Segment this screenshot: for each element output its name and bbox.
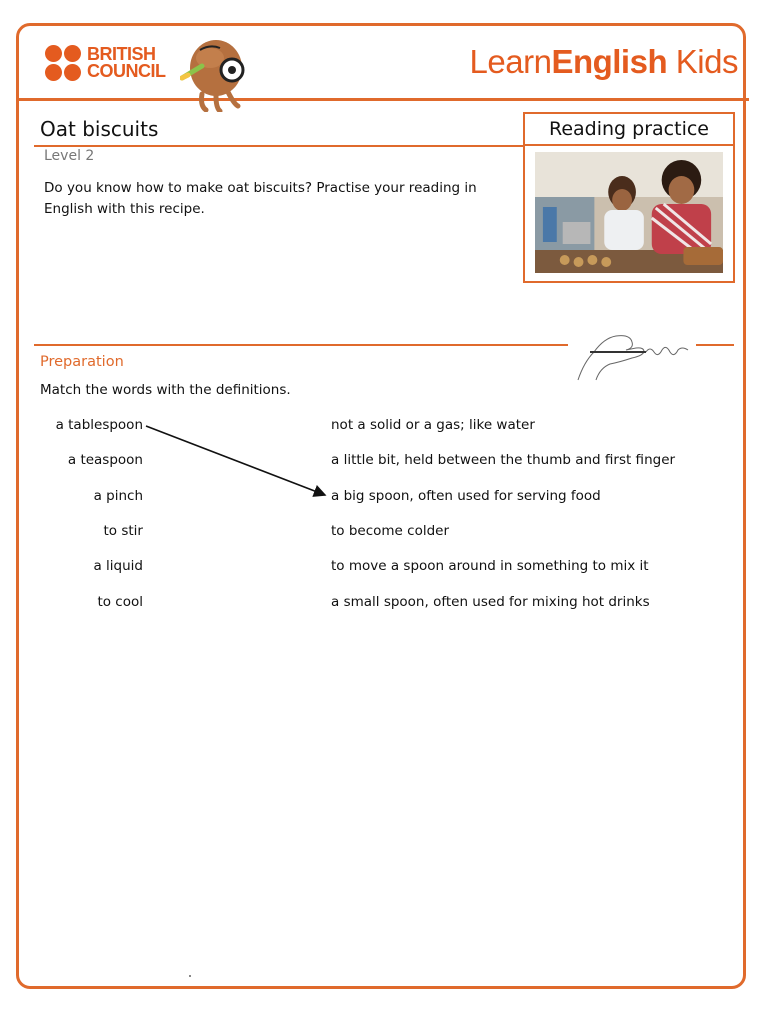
title-underline [34,145,524,147]
intro-text: Do you know how to make oat biscuits? Practise your reading in English with this recipe. [44,180,477,217]
definition-item: to become colder [331,523,450,539]
header-divider [19,98,749,101]
definition-item: to move a spoon around in something to mix it [331,558,649,574]
definition-item: not a solid or a gas; like water [331,417,535,433]
footer-mark [189,975,191,977]
learnenglish-kids-logo [470,43,738,81]
section-divider-left [34,344,568,346]
word-item: a tablespoon [55,417,143,433]
british-council-dots-icon [45,45,81,81]
magnifier-mascot-icon [180,32,256,112]
writing-hand-icon [574,328,692,382]
british-council-logo [45,45,166,81]
definition-item: a little bit, held between the thumb and first finger [331,452,676,468]
page-title: Oat biscuits [40,117,159,141]
definition-item: a small spoon, often used for mixing hot drinks [331,594,650,610]
section-divider-right [696,344,734,346]
activity-type-label: Reading practice [523,112,735,146]
instruction-text: Match the words with the definitions. [40,382,291,398]
lek-logo-kids: Kids [667,43,738,80]
bc-logo-line1: BRITISH [87,44,156,64]
lek-logo-english: English [551,43,668,80]
word-item: a pinch [93,488,143,504]
word-item: to cool [97,594,143,610]
photo-frame [523,146,735,283]
bc-logo-line2: COUNCIL [87,61,166,81]
lek-logo-learn: Learn [469,43,552,80]
word-item: to stir [103,523,143,539]
cooking-photo [535,152,723,273]
word-item: a liquid [93,558,143,574]
definition-item: a big spoon, often used for serving food [331,488,601,504]
level-label: Level 2 [44,148,95,164]
word-item: a teaspoon [67,452,143,468]
section-title-preparation: Preparation [40,354,124,370]
